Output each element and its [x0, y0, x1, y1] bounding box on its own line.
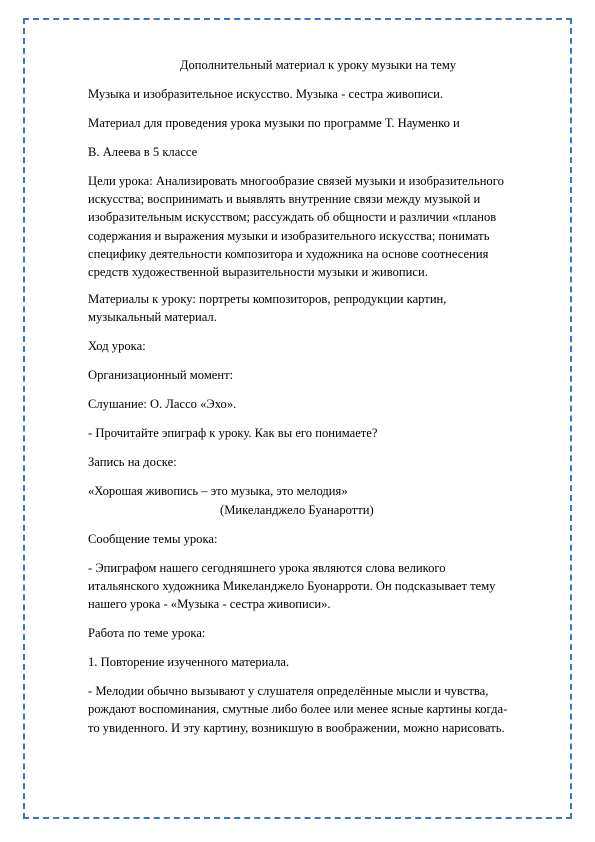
program-line-2: В. Алеева в 5 классе [88, 145, 198, 159]
board-note: Запись на доске: [88, 455, 177, 470]
melody-line: то увиденного. И эту картину, возникшую в воображении, можно нарисовать. [88, 720, 505, 735]
document-title: Дополнительный материал к уроку музыки на тему [179, 58, 457, 72]
goals-line: изобразительным искусством; рассуждать об общности и различии «планов [88, 210, 497, 225]
lesson-flow-heading: Ход урока: [88, 339, 146, 354]
materials-line: Материалы к уроку: портреты композиторов, репродукции картин, [88, 292, 447, 307]
epigraph-line: нашего урока - «Музыка - сестра живописи». [88, 597, 331, 612]
review-heading: 1. Повторение изученного материала. [88, 655, 290, 670]
quote-author: (Микеланджело Буанаротти) [220, 502, 374, 517]
epigraph-line: - Эпиграфом нашего сегодняшнего урока являются слова великого [88, 560, 446, 575]
program-line-1: Материал для проведения урока музыки по программе Т. Науменко и [88, 116, 460, 130]
goals-line: средств художественной выразительности музыки и живописи. [88, 265, 428, 280]
epigraph-line: итальянского художника Микеланджело Буонарроти. Он подсказывает тему [88, 579, 496, 594]
goals-line: специфику деятельности композитора и художника на основе соотнесения [88, 246, 489, 261]
work-on-topic: Работа по теме урока: [88, 626, 206, 641]
materials-line: музыкальный материал. [88, 310, 217, 325]
melody-paragraph [88, 682, 538, 737]
epigraph-explanation [88, 559, 538, 614]
lesson-topic: Музыка и изобразительное искусство. Музыка - сестра живописи. [88, 87, 443, 101]
document-body [88, 56, 538, 748]
goals-line: искусства; воспринимать и выявлять внутренние связи между музыкой и [88, 192, 481, 207]
lesson-goals [88, 172, 538, 281]
topic-message: Сообщение темы урока: [88, 531, 218, 546]
listening: Слушание: О. Лассо «Эхо». [88, 397, 237, 412]
epigraph-quote: «Хорошая живопись – это музыка, это мелодия» [88, 484, 348, 499]
epigraph-question: - Прочитайте эпиграф к уроку. Как вы его понимаете? [88, 426, 378, 441]
lesson-materials [88, 290, 538, 326]
org-moment: Организационный момент: [88, 368, 234, 383]
melody-line: - Мелодии обычно вызывают у слушателя определённые мысли и чувства, [88, 684, 489, 699]
melody-line: рождают воспоминания, смутные либо более или менее ясные картины когда- [88, 702, 508, 717]
goals-line: Цели урока: Анализировать многообразие связей музыки и изобразительного [88, 174, 504, 188]
goals-line: содержания и выражения музыки и изобразительного искусства; понимать [88, 228, 490, 243]
